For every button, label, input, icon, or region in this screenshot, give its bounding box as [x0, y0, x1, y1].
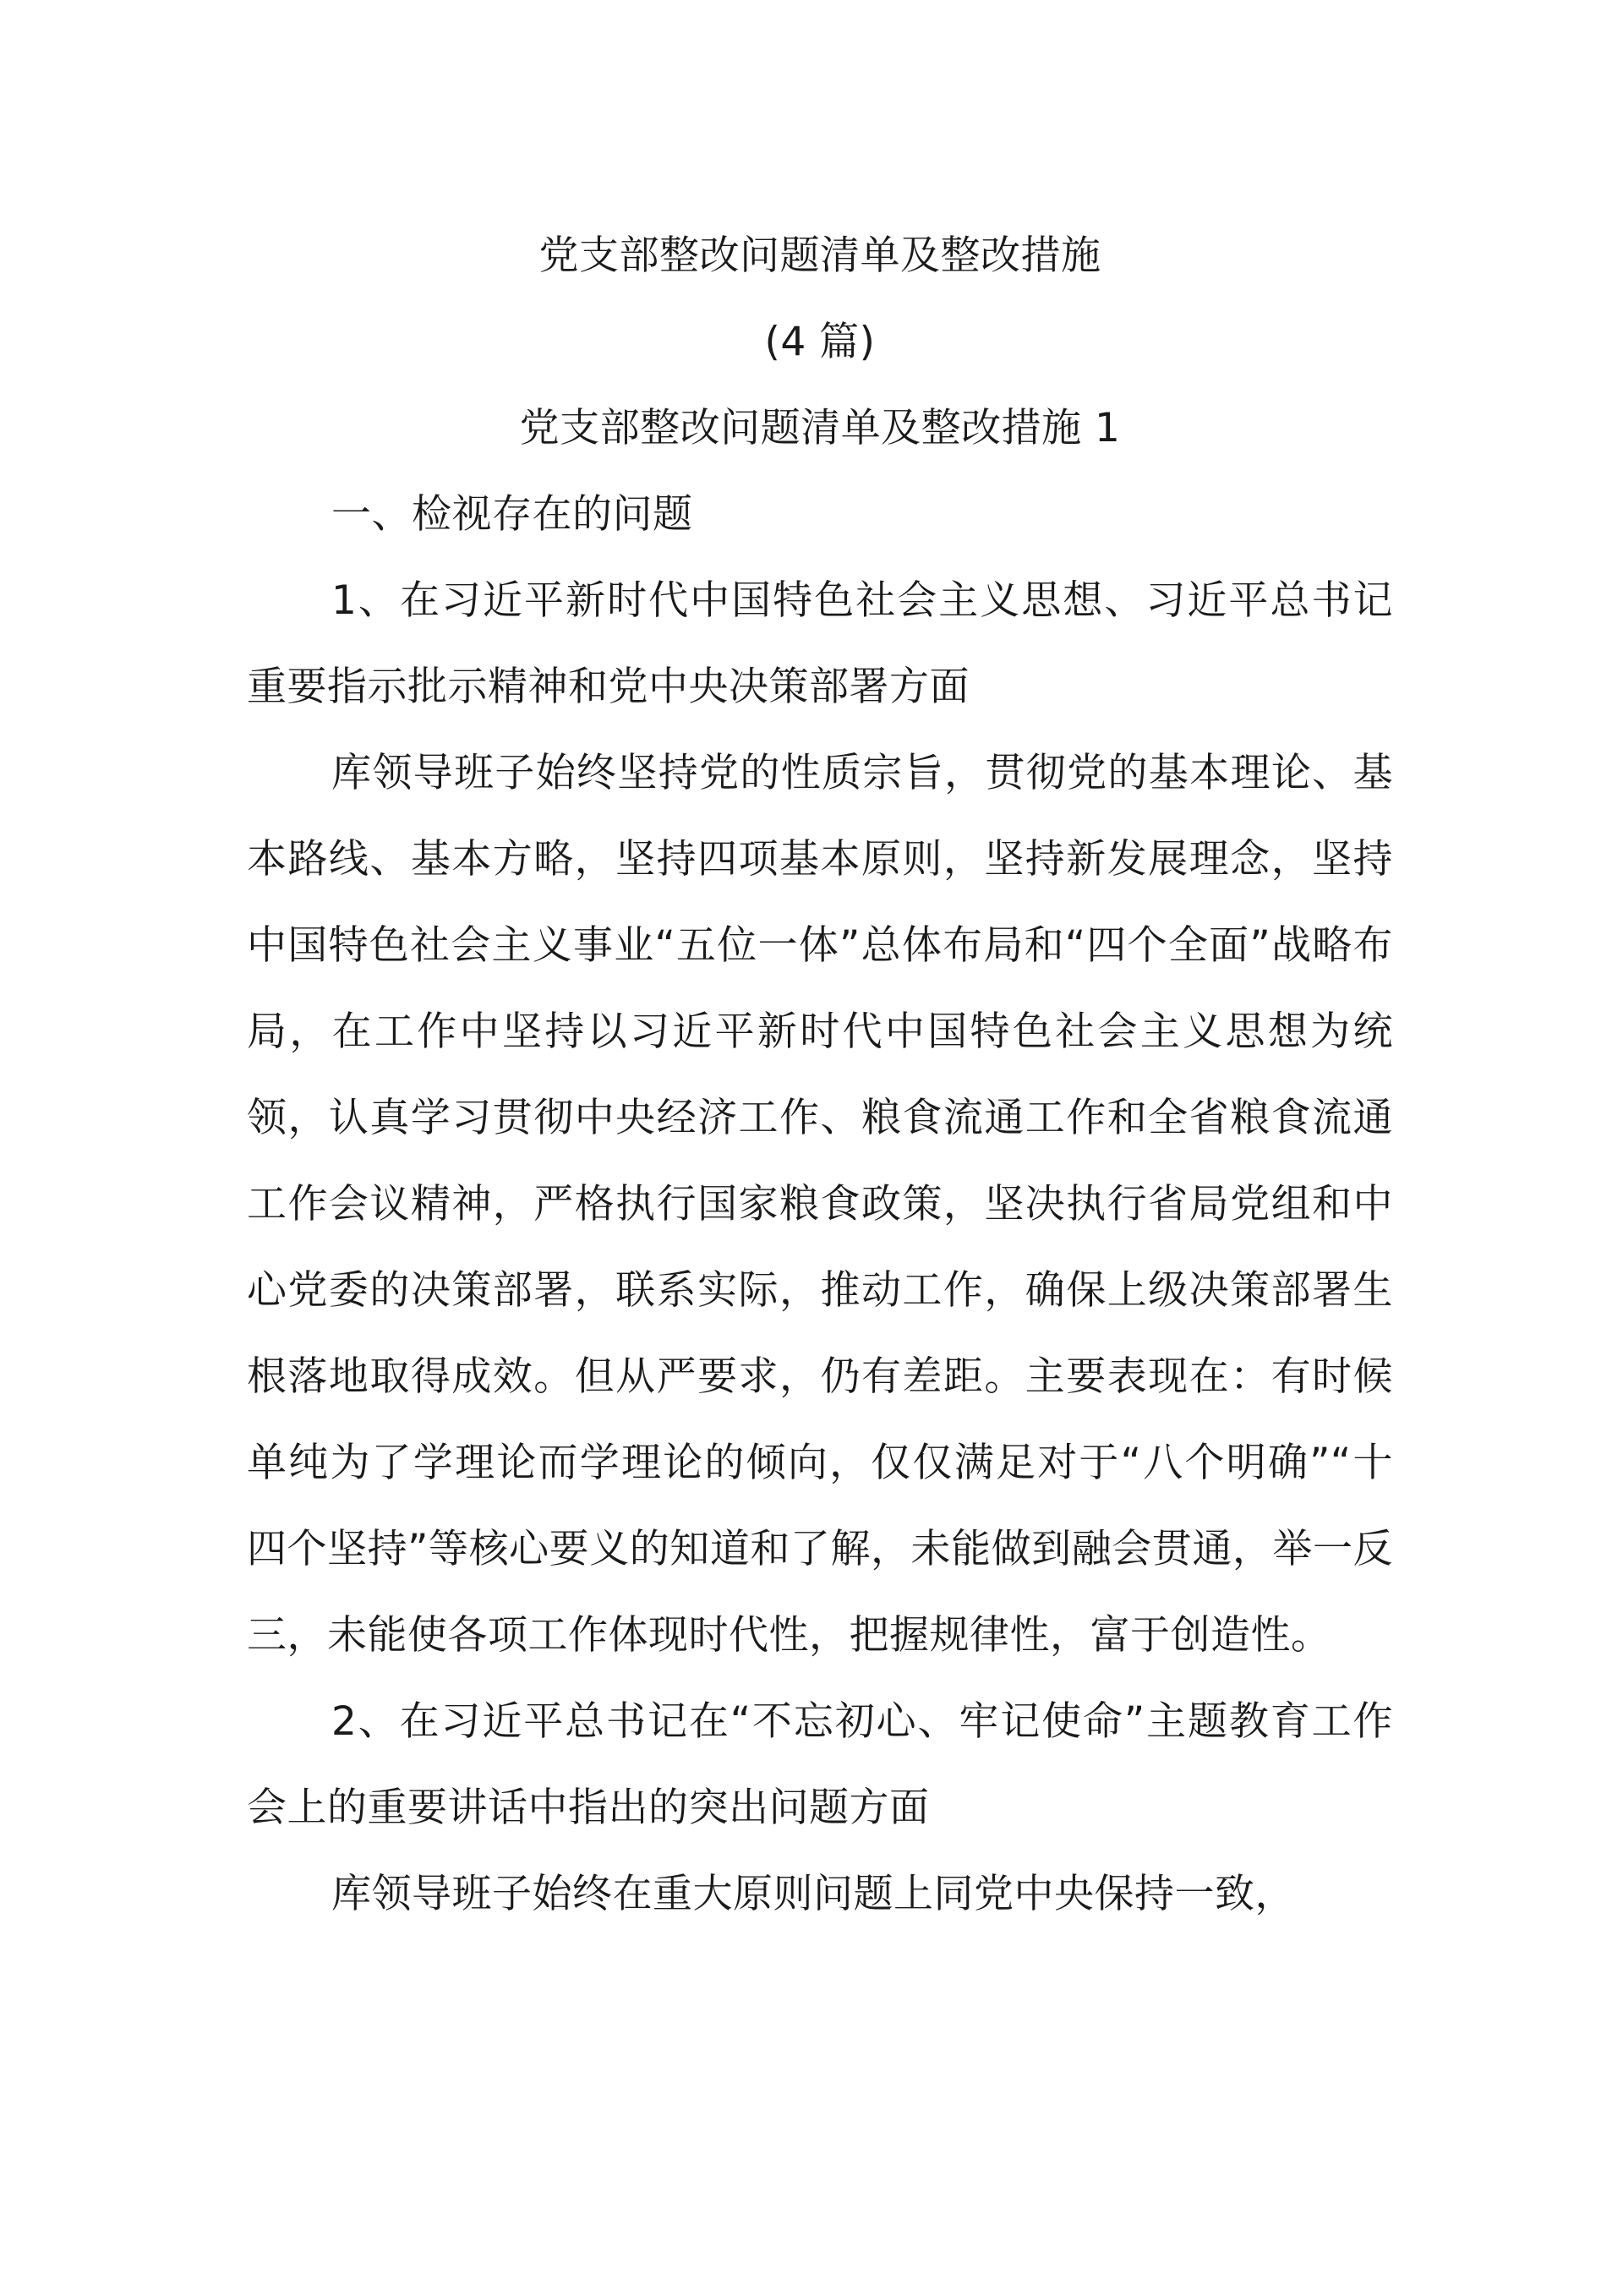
main-title: 党支部整改问题清单及整改措施	[538, 232, 1101, 279]
article-title: 党支部整改问题清单及整改措施 1	[519, 405, 1121, 451]
item2-heading: 2、在习近平总书记在“不忘初心、牢记使命”主题教育工作会上的重要讲话中指出的突出问题方面	[247, 1698, 1393, 1831]
subtitle: (4 篇)	[764, 319, 876, 365]
section-heading: 一、检视存在的问题	[331, 491, 693, 538]
paragraph-1: 库领导班子始终坚持党的性质宗旨，贯彻党的基本理论、基本路线、基本方略，坚持四项基本原则，坚持新发展理念，坚持中国特色社会主义事业“五位一体”总体布局和“四个全面”战略布局，在工作中坚持以习近平新时代中国特色社会主义思想为统领，认真学习贯彻中央经济工作、粮食流通工作和全省粮食流通工作会议精神，严格执行国家粮食政策，坚决执行省局党组和中心党委的决策部署，联系实际，推动工作，确保上级决策部署生根落地取得成效。但从严要求，仍有差距。主要表现在：有时候单纯为了学理论而学理论的倾向，仅仅满足对于“八个明确”“十四个坚持”等核心要义的知道和了解，未能做到融会贯通，举一反三，未能使各项工作体现时代性，把握规律性，富于创造性。	[247, 750, 1393, 1659]
paragraph-2: 库领导班子始终在重大原则问题上同党中央保持一致，	[331, 1871, 1295, 1917]
item1-heading: 1、在习近平新时代中国特色社会主义思想、习近平总书记重要指示批示精神和党中央决策部署方面	[247, 577, 1393, 710]
document-body	[247, 213, 1393, 1938]
